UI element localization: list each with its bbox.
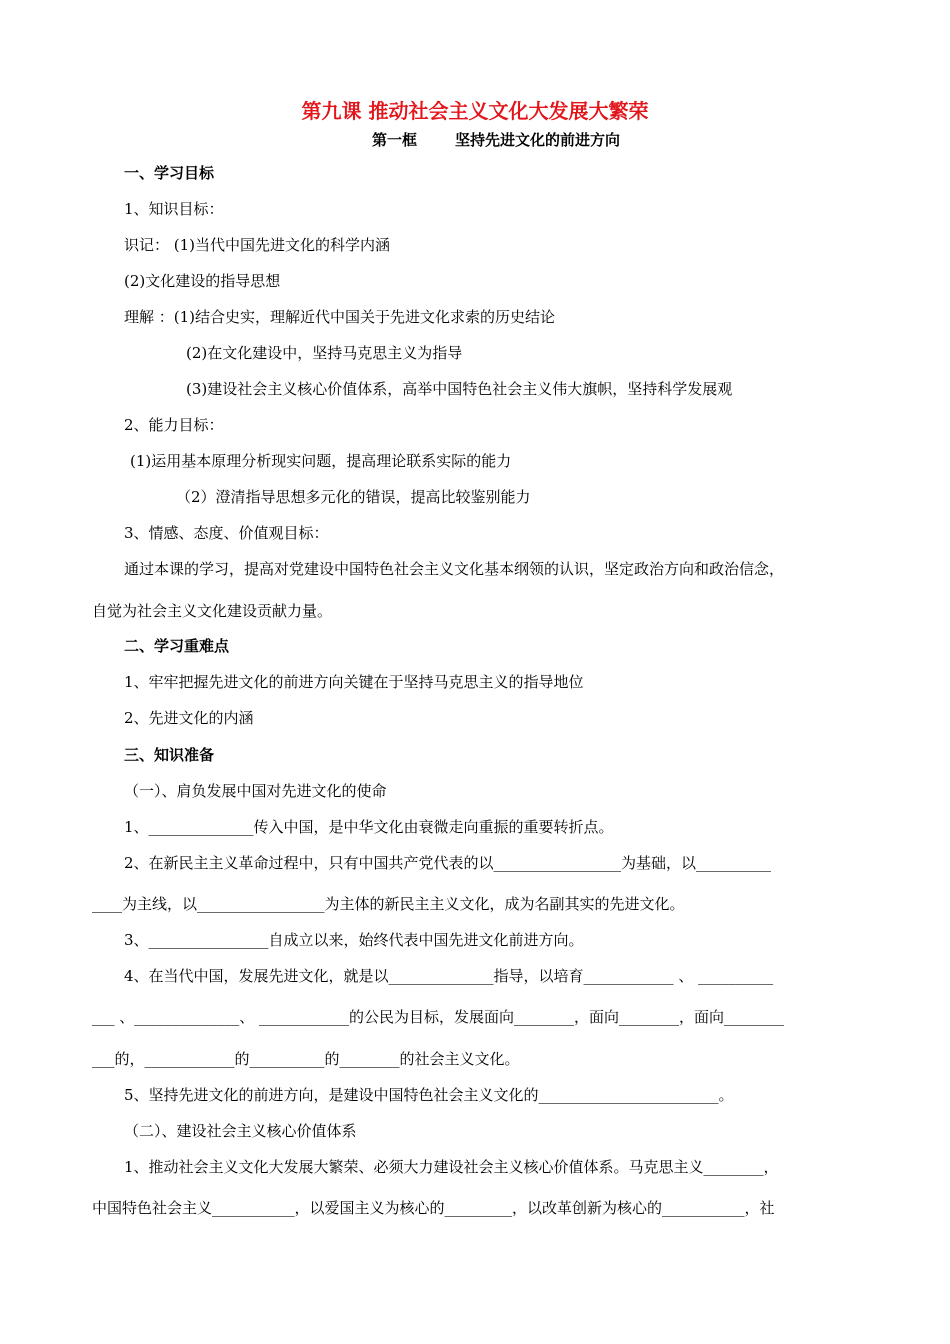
text-line: (2)文化建设的指导思想 (124, 272, 281, 290)
fill-blank-line: ___ 、______________、 ____________的公民为目标，发展面向________，面向________，面向________ (92, 1008, 785, 1026)
heading-learning-goals: 一、学习目标 (124, 164, 215, 182)
fill-blank-line: 1、______________传入中国，是中华文化由衰微走向重振的重要转折点。 (124, 818, 614, 836)
text-line: （一）、肩负发展中国对先进文化的使命 (124, 782, 387, 800)
heading-knowledge-prep: 三、知识准备 (124, 746, 215, 764)
section-subtitle (372, 129, 620, 150)
text-line: （2）澄清指导思想多元化的错误，提高比较鉴别能力 (176, 488, 531, 506)
fill-blank-line: ____为主线，以_________________为主体的新民主主义文化，成为名副其实的先进文化。 (92, 895, 685, 913)
heading-key-points: 二、学习重难点 (124, 637, 230, 655)
text-line: 1、牢牢把握先进文化的前进方向关键在于坚持马克思主义的指导地位 (124, 673, 584, 691)
subtitle-frame: 第一框 (372, 131, 418, 149)
fill-blank-line: 4、在当代中国，发展先进文化，就是以______________指导，以培育____________ 、 __________ (124, 967, 774, 985)
fill-blank-line: 1、推动社会主义文化大发展大繁荣、必须大力建设社会主义核心价值体系。马克思主义________， (124, 1158, 779, 1176)
fill-blank-line: 5、坚持先进文化的前进方向，是建设中国特色社会主义文化的________________________。 (124, 1086, 734, 1104)
text-line: 理解 ：(1)结合史实，理解近代中国关于先进文化求索的历史结论 (124, 308, 556, 326)
fill-blank-line: ___的，____________的__________的________的社会主义文化。 (92, 1050, 520, 1068)
text-line: 3、情感、态度、价值观目标： (124, 524, 329, 542)
text-line: 识记： (1)当代中国先进文化的科学内涵 (124, 236, 391, 254)
lesson-title: 第九课 推动社会主义文化大发展大繁荣 (301, 99, 649, 123)
subtitle-topic: 坚持先进文化的前进方向 (455, 131, 621, 149)
fill-blank-line: 3、________________自成立以来，始终代表中国先进文化前进方向。 (124, 931, 584, 949)
text-line: 2、先进文化的内涵 (124, 709, 254, 727)
text-line: (2)在文化建设中，坚持马克思主义为指导 (186, 344, 463, 362)
text-line: 通过本课的学习，提高对党建设中国特色社会主义文化基本纲领的认识，坚定政治方向和政治信念， (124, 560, 785, 578)
text-line: (1)运用基本原理分析现实问题，提高理论联系实际的能力 (130, 452, 512, 470)
text-line: (3)建设社会主义核心价值体系，高举中国特色社会主义伟大旗帜，坚持科学发展观 (186, 380, 733, 398)
fill-blank-line: 2、在新民主主义革命过程中，只有中国共产党代表的以_________________为基础，以__________ (124, 854, 772, 872)
text-line: 1、知识目标： (124, 200, 224, 218)
fill-blank-line: 中国特色社会主义___________，以爱国主义为核心的_________，以改革创新为核心的___________，社 (92, 1199, 775, 1217)
text-line: 自觉为社会主义文化建设贡献力量。 (92, 602, 333, 620)
text-line: （二）、建设社会主义核心价值体系 (124, 1122, 357, 1140)
text-line: 2、能力目标： (124, 416, 224, 434)
